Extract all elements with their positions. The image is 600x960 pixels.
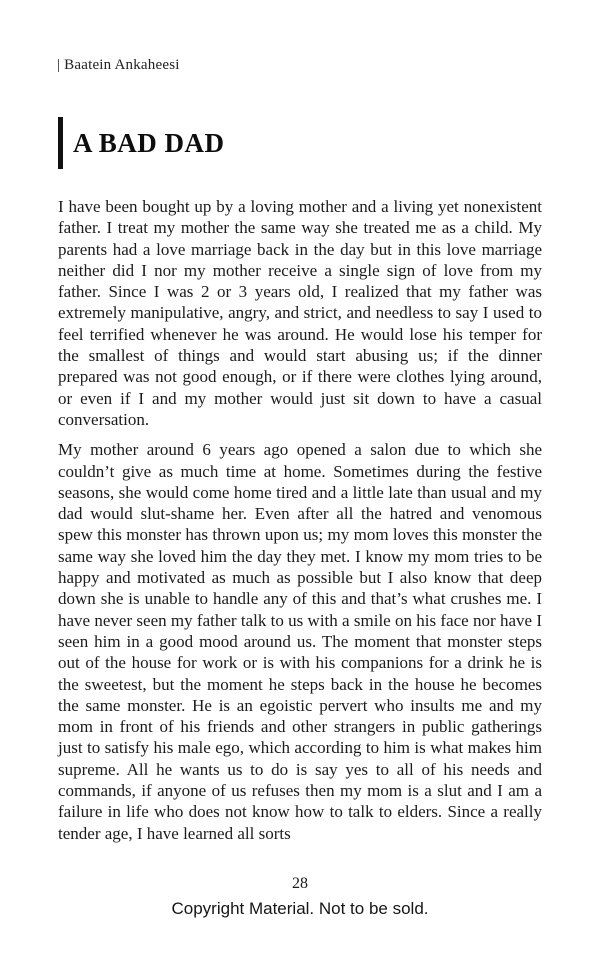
paragraph: My mother around 6 years ago opened a salon due to which she couldn’t give as much time at home. Sometimes during the festive seasons, she would come home tired and a little late than usual and my dad would slut-shame her. Even after all the hatred and venomous spew this monster has thrown upon us; my mom loves this monster the same way she loved him the day they met. I know my mom tries to be happy and motivated as much as possible but I also know that deep down she is unable to handle any of this and that’s what crushes me. I have never seen my father talk to us with a smile on his face nor have I seen him in a good mood around us. The moment that monster steps out of the house for work or is with his companions for a drink he is the sweetest, but the moment he steps back in the house he becomes the same monster. He is an egoistic pervert who insults me and my mom in front of his friends and other strangers in public gatherings just to satisfy his male ego, which according to him is what makes him supreme. All he wants us to do is say yes to all of his needs and commands, if anyone of us refuses then my mom is a slut and I am a failure in life who does not know how to talk to elders. Since a really tender age, I have learned all sorts	[58, 440, 542, 843]
copyright-notice: Copyright Material. Not to be sold.	[171, 899, 429, 918]
chapter-title: A BAD DAD	[73, 127, 225, 158]
chapter-title-block	[58, 117, 225, 169]
paragraph: I have been bought up by a loving mother and a living yet nonexistent father. I treat my mother the same way she treated me as a child. My parents had a love marriage back in the day but in this love marriage neither did I nor my mother receive a single sign of love from my father. Since I was 2 or 3 years old, I realized that my father was extremely manipulative, angry, and strict, and needless to say I used to feel terrified whenever he was around. He would lose his temper for the smallest of things and would start abusing us; if the dinner prepared was not good enough, or if there were clothes lying around, or even if I and my mother would just sit down to have a casual conversation.	[58, 197, 542, 429]
chapter-body	[58, 196, 542, 844]
page-footer	[0, 874, 600, 919]
title-accent-bar	[58, 117, 63, 169]
page-number: 28	[292, 875, 308, 892]
running-header: | Baatein Ankaheesi	[57, 57, 180, 73]
